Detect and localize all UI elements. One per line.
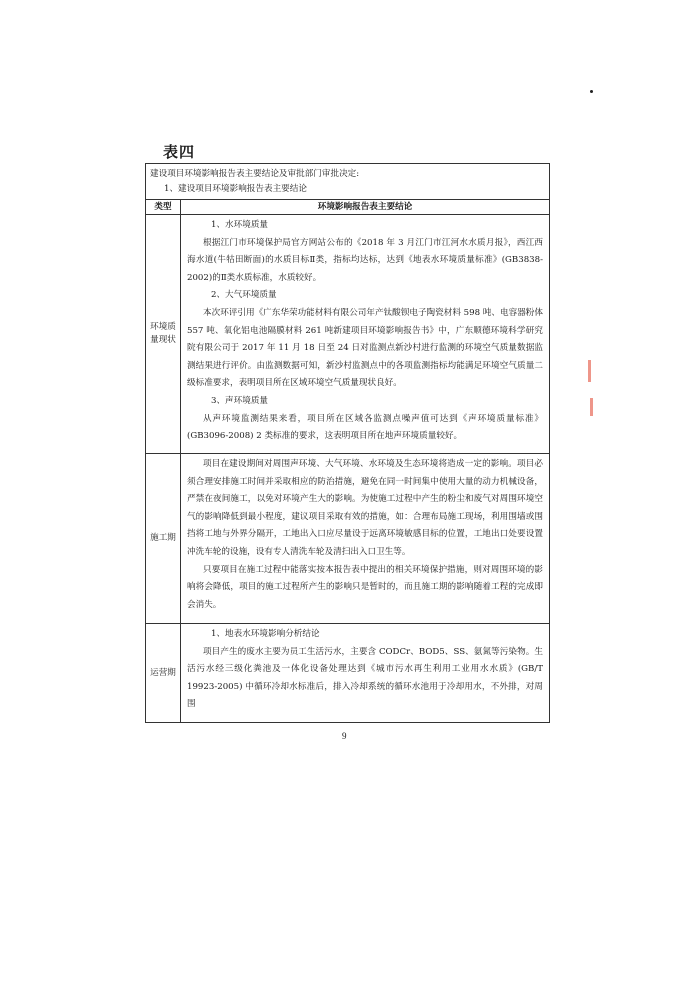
air-heading: 2、大气环境质量 xyxy=(211,290,277,301)
intro-cell xyxy=(146,164,550,200)
noise-text: 从声环境监测结果来看，项目所在区域各监测点噪声值可达到《声环境质量标准》(GB3096-2008) 2 类标准的要求，这表明项目所在地声环境质量较好。 xyxy=(187,413,543,442)
operation-type-cell: 运营期 xyxy=(146,624,181,723)
intro-subheading: 1、建设项目环境影响报告表主要结论 xyxy=(164,184,307,194)
water-heading: 1、水环境质量 xyxy=(211,220,269,230)
status-content-cell xyxy=(181,215,550,454)
scan-dot xyxy=(590,90,593,93)
construction-type-cell: 施工期 xyxy=(146,454,181,624)
construction-para-1: 项目在建设期间对周围声环境、大气环境、水环境及生态环境将造成一定的影响。项目必须合理安排施工时间并采取相应的防治措施，避免在同一时间集中使用大量的动力机械设备，严禁在夜间施工，以免对环境产生大的影响。为使施工过程中产生的粉尘和废气对周围环境空气的影响降低到最小程度，建议项目采取有效的措施，如：合理布局施工现场，利用围墙或围挡将工地与外界分隔开，工地出入口应尽量设于远离环境敏感目标的位置，工地出口处要设置冲洗车轮的设施，设有专人清洗车轮及清扫出入口卫生等。 xyxy=(187,459,543,557)
conclusions-table xyxy=(145,163,550,723)
operation-row xyxy=(146,624,550,723)
air-text: 本次环评引用《广东华荣功能材料有限公司年产钛酸钡电子陶瓷材料 598 吨、电容器粉体 557 吨、氧化铝电池隔膜材料 261 吨新建项目环境影响报告书》中，广东顺德环境科学研究院有限公司于 2017 年 11 月 18 日至 24 日对监测点新沙村进行监测的环境空气质量数据监测结果进行评价。由监测数据可知，新沙村监测点中的各项监测指标均能满足环境空气质量二级标准要求，表明项目所在区域环境空气质量现状良好。 xyxy=(187,307,543,389)
construction-para-2: 只要项目在施工过程中能落实按本报告表中提出的相关环境保护措施，则对周围环境的影响将会降低，项目的施工过程所产生的影响只是暂时的，而且施工期的影响随着工程的完成即会消失。 xyxy=(187,564,543,610)
construction-row xyxy=(146,454,550,624)
status-type-cell: 环境质量现状 xyxy=(146,215,181,454)
construction-content-cell xyxy=(181,454,550,624)
operation-heading: 1、地表水环境影响分析结论 xyxy=(211,629,320,639)
table-header-row xyxy=(146,200,550,215)
intro-row xyxy=(146,164,550,200)
intro-heading: 建设项目环境影响报告表主要结论及审批部门审批决定: xyxy=(150,169,360,179)
page-number: 9 xyxy=(342,731,347,741)
type-column-header: 类型 xyxy=(146,200,181,215)
operation-text: 项目产生的废水主要为员工生活污水，主要含 CODCr、BOD5、SS、氨氮等污染物。生活污水经三级化粪池及一体化设备处理达到《城市污水再生利用工业用水水质》(GB/T 19923-2005) 中循环冷却水标准后，排入冷却系统的循环水池用于冷却用水，不外排，对周围 xyxy=(187,646,543,710)
operation-content-cell xyxy=(181,624,550,723)
page-title: 表四 xyxy=(163,143,196,161)
noise-heading: 3、声环境质量 xyxy=(211,395,269,406)
scan-mark xyxy=(588,360,591,382)
status-row xyxy=(146,215,550,454)
content-column-header: 环境影响报告表主要结论 xyxy=(181,200,550,215)
scan-mark xyxy=(590,398,593,416)
water-text: 根据江门市环境保护局官方网站公布的《2018 年 3 月江门市江河水水质月报》，西江西海水道(牛牯田断面)的水质目标Ⅱ类，指标均达标，达到《地表水环境质量标准》(GB3838-2002)的Ⅱ类水质标准，水质较好。 xyxy=(187,237,543,283)
